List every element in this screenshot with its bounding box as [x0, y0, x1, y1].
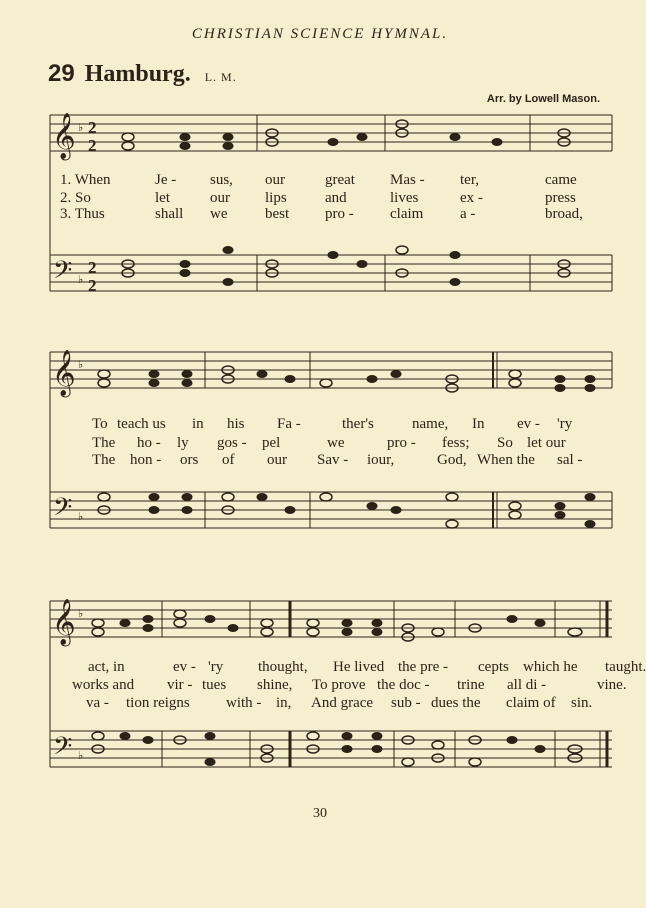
lyric-syllable: act, in — [88, 659, 125, 675]
lyric-syllable: pro - — [325, 206, 354, 222]
lyric-syllable: great — [325, 172, 355, 188]
lyric-syllable: teach us — [117, 416, 166, 432]
lyric-syllable: our — [267, 452, 287, 468]
lyric-line — [60, 190, 610, 207]
lyric-syllable: ev - — [517, 416, 540, 432]
lyric-syllable: shall — [155, 206, 184, 222]
svg-text:♭: ♭ — [78, 359, 84, 371]
svg-text:𝄢: 𝄢 — [53, 733, 73, 766]
lyric-syllable: In — [472, 416, 485, 432]
lyric-line — [92, 435, 642, 452]
svg-text:♭: ♭ — [78, 122, 84, 134]
lyric-syllable: ter, — [460, 172, 479, 188]
lyric-syllable: thought, — [258, 659, 308, 675]
svg-text:2: 2 — [88, 258, 97, 277]
lyric-syllable: ther's — [342, 416, 374, 432]
lyric-syllable: 1. When — [60, 172, 111, 188]
lyric-syllable: taught. — [605, 659, 646, 675]
lyric-syllable: Sav - — [317, 452, 349, 468]
lyric-syllable: broad, — [545, 206, 583, 222]
lyric-syllable: To prove — [312, 677, 366, 693]
svg-text:2: 2 — [88, 276, 97, 295]
lyric-syllable: claim of — [506, 695, 556, 711]
lyric-line — [92, 416, 642, 433]
lyric-syllable: 'ry — [557, 416, 573, 432]
lyric-syllable: lives — [390, 190, 419, 206]
lyric-syllable: Fa - — [277, 416, 301, 432]
lyric-syllable: the pre - — [398, 659, 448, 675]
svg-text:𝄞: 𝄞 — [52, 113, 76, 158]
lyric-syllable: vine. — [597, 677, 627, 693]
lyric-syllable: To — [92, 416, 108, 432]
lyric-syllable: cepts — [478, 659, 509, 675]
lyric-syllable: ex - — [460, 190, 483, 206]
lyric-syllable: The — [92, 452, 116, 468]
lyric-line — [60, 172, 610, 189]
svg-text:♭: ♭ — [78, 274, 84, 286]
lyric-syllable: pro - — [387, 435, 416, 451]
lyric-syllable: When the — [477, 452, 535, 468]
lyric-syllable: va - — [86, 695, 109, 711]
svg-text:2: 2 — [88, 118, 97, 137]
hymn-name: Hamburg. — [84, 61, 191, 87]
lyric-line — [88, 659, 646, 676]
lyric-syllable: vir - — [167, 677, 193, 693]
arranger-credit: Arr. by Lowell Mason. — [486, 93, 600, 105]
lyric-syllable: pel — [262, 435, 281, 451]
lyric-syllable: we — [327, 435, 345, 451]
lyric-syllable: sus, — [210, 172, 233, 188]
lyric-syllable: which he — [523, 659, 578, 675]
lyric-syllable: our — [265, 172, 285, 188]
svg-text:𝄢: 𝄢 — [53, 494, 73, 527]
lyric-syllable: ev - — [173, 659, 196, 675]
lyric-syllable: works and — [72, 677, 135, 693]
lyric-syllable: So — [497, 435, 513, 451]
svg-text:2: 2 — [88, 136, 97, 155]
lyric-syllable: dues the — [431, 695, 481, 711]
lyric-syllable: sin. — [571, 695, 593, 711]
lyric-syllable: hon - — [130, 452, 162, 468]
running-head: CHRISTIAN SCIENCE HYMNAL. — [191, 26, 449, 42]
lyric-syllable: shine, — [257, 677, 293, 693]
lyric-syllable: best — [265, 206, 290, 222]
lyric-syllable: ors — [180, 452, 199, 468]
lyric-syllable: claim — [390, 206, 424, 222]
lyric-syllable: 'ry — [208, 659, 224, 675]
svg-text:♭: ♭ — [78, 511, 84, 523]
lyric-syllable: gos - — [217, 435, 247, 451]
lyric-syllable: tion reigns — [126, 695, 190, 711]
lyric-syllable: name, — [412, 416, 449, 432]
svg-text:♭: ♭ — [78, 608, 84, 620]
svg-text:𝄢: 𝄢 — [53, 257, 73, 290]
lyric-syllable: and — [325, 190, 347, 206]
hymn-meter: L. M. — [204, 70, 237, 84]
lyric-syllable: trine — [457, 677, 485, 693]
lyric-line — [86, 695, 636, 712]
lyric-syllable: let — [155, 190, 170, 206]
lyric-syllable: tues — [202, 677, 227, 693]
lyric-syllable: we — [210, 206, 228, 222]
lyric-line — [60, 206, 610, 223]
lyric-syllable: Je - — [155, 172, 177, 188]
lyric-syllable: let our — [527, 435, 566, 451]
lyric-syllable: The — [92, 435, 116, 451]
svg-text:𝄞: 𝄞 — [52, 599, 76, 644]
page-number: 30 — [313, 806, 327, 821]
lyric-syllable: fess; — [442, 435, 470, 451]
lyric-syllable: of — [222, 452, 235, 468]
lyric-syllable: in — [192, 416, 204, 432]
lyric-syllable: He lived — [333, 659, 385, 675]
lyric-syllable: 3. Thus — [60, 206, 105, 222]
lyric-syllable: ho - — [137, 435, 161, 451]
lyric-syllable: all di - — [507, 677, 547, 693]
lyric-syllable: Mas - — [390, 172, 425, 188]
lyric-syllable: our — [210, 190, 230, 206]
lyric-syllable: press — [545, 190, 576, 206]
lyric-line — [92, 452, 642, 469]
lyric-syllable: And grace — [311, 695, 374, 711]
svg-text:𝄞: 𝄞 — [52, 350, 76, 395]
lyric-syllable: his — [227, 416, 245, 432]
lyric-syllable: iour, — [367, 452, 395, 468]
hymn-title — [48, 60, 237, 88]
lyric-syllable: a - — [460, 206, 476, 222]
svg-text:♭: ♭ — [78, 750, 84, 762]
lyric-syllable: ly — [177, 435, 189, 451]
lyric-syllable: sal - — [557, 452, 583, 468]
lyric-line — [72, 677, 627, 694]
lyric-syllable: lips — [265, 190, 287, 206]
lyric-syllable: with - — [226, 695, 262, 711]
lyric-syllable: the doc - — [377, 677, 430, 693]
lyric-syllable: God, — [437, 452, 467, 468]
lyric-syllable: 2. So — [60, 190, 91, 206]
lyric-syllable: in, — [276, 695, 292, 711]
lyric-syllable: sub - — [391, 695, 421, 711]
lyric-syllable: came — [545, 172, 577, 188]
hymn-number: 29 — [48, 60, 75, 87]
